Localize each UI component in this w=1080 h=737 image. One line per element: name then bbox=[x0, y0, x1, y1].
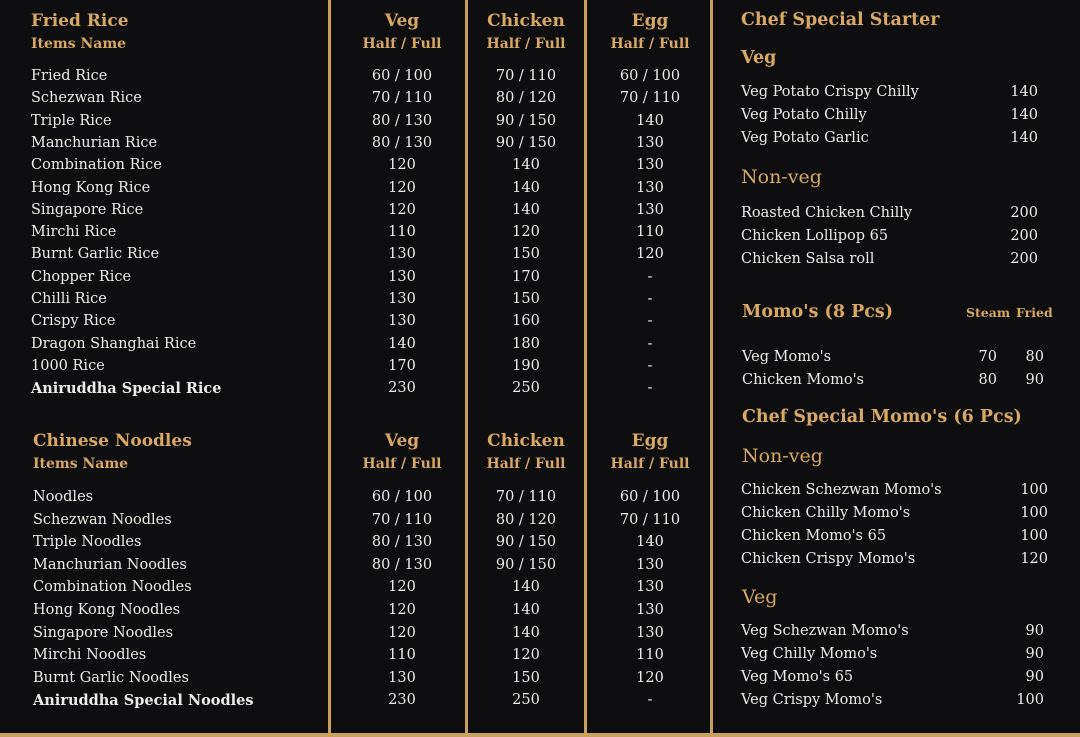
momos-col-steam: Steam bbox=[966, 305, 1011, 320]
menu-item-name: Triple Rice bbox=[31, 112, 112, 129]
price-chicken: 70 / 110 bbox=[495, 489, 557, 505]
price-chicken: 160 bbox=[512, 313, 540, 330]
price-veg: 230 bbox=[388, 692, 416, 709]
starter-nonveg-label: Non-veg bbox=[741, 166, 822, 188]
divider-center bbox=[710, 0, 713, 737]
menu-item-name: Veg Potato Crispy Chilly bbox=[741, 84, 919, 100]
divider-left-1 bbox=[328, 0, 331, 737]
price-egg: 140 bbox=[636, 112, 664, 129]
starter-veg-label: Veg bbox=[741, 48, 777, 68]
price-chicken: 90 / 150 bbox=[495, 534, 557, 551]
price-veg: 60 / 100 bbox=[371, 68, 433, 84]
menu-item-name: 1000 Rice bbox=[31, 357, 105, 374]
price-egg: - bbox=[647, 313, 653, 330]
price-fried: 80 bbox=[1025, 349, 1044, 365]
menu-item-price: 200 bbox=[1010, 251, 1038, 267]
price-chicken: 80 / 120 bbox=[495, 511, 557, 528]
menu-item-name: Schezwan Rice bbox=[31, 90, 142, 107]
price-chicken: 250 bbox=[512, 692, 540, 709]
price-veg: 110 bbox=[388, 224, 416, 241]
price-veg: 80 / 130 bbox=[371, 534, 433, 551]
price-egg: 120 bbox=[636, 246, 664, 263]
price-chicken: 250 bbox=[512, 380, 540, 397]
price-egg: 130 bbox=[636, 201, 664, 218]
price-chicken: 90 / 150 bbox=[495, 112, 557, 129]
price-veg: 230 bbox=[388, 380, 416, 397]
special-momos-nonveg-label: Non-veg bbox=[742, 445, 823, 467]
price-chicken: 140 bbox=[512, 602, 540, 618]
price-veg: 80 / 130 bbox=[371, 556, 433, 573]
price-chicken: 170 bbox=[512, 268, 540, 285]
fried-rice-title: Fried Rice bbox=[31, 11, 129, 31]
price-veg: 120 bbox=[388, 201, 416, 218]
price-egg: - bbox=[647, 380, 653, 397]
price-egg: 130 bbox=[636, 179, 664, 196]
menu-item-name: Combination Rice bbox=[31, 157, 162, 174]
price-veg: 120 bbox=[388, 602, 416, 618]
menu-item-name: Dragon Shanghai Rice bbox=[31, 335, 197, 352]
price-chicken: 70 / 110 bbox=[495, 68, 557, 84]
menu-item-name: Chicken Schezwan Momo's bbox=[741, 482, 942, 498]
menu-item-name: Chopper Rice bbox=[31, 268, 132, 285]
price-egg: 130 bbox=[636, 579, 664, 596]
bottom-border bbox=[0, 733, 1080, 737]
menu-item-name: Mirchi Noodles bbox=[33, 647, 147, 664]
price-egg: 130 bbox=[636, 624, 664, 641]
price-steam: 80 bbox=[978, 372, 997, 388]
price-veg: 130 bbox=[388, 669, 416, 686]
price-fried: 90 bbox=[1025, 372, 1044, 388]
price-chicken: 140 bbox=[512, 579, 540, 596]
price-veg: 170 bbox=[388, 357, 416, 374]
menu-item-name: Fried Rice bbox=[31, 68, 108, 84]
menu-item-name: Chicken Momo's 65 bbox=[741, 528, 887, 544]
fried-rice-veg-half-full: Half / Full bbox=[362, 36, 442, 52]
menu-item-name: Veg Potato Garlic bbox=[741, 130, 869, 146]
price-chicken: 150 bbox=[512, 669, 540, 686]
price-veg: 80 / 130 bbox=[371, 112, 433, 129]
menu-item-price: 90 bbox=[1025, 646, 1044, 662]
menu-item-name: Chilli Rice bbox=[31, 291, 107, 307]
price-egg: 60 / 100 bbox=[619, 489, 681, 505]
menu-item-name: Crispy Rice bbox=[31, 313, 116, 330]
special-momos-veg-label: Veg bbox=[742, 586, 778, 608]
price-veg: 120 bbox=[388, 157, 416, 174]
menu-item-name: Veg Momo's 65 bbox=[741, 669, 854, 685]
noodles-egg-half-full: Half / Full bbox=[610, 456, 690, 472]
menu-item-name: Veg Chilly Momo's bbox=[741, 646, 878, 662]
menu-item-price: 120 bbox=[1020, 551, 1048, 567]
menu-item-name: Aniruddha Special Noodles bbox=[33, 692, 254, 710]
fried-rice-egg-half-full: Half / Full bbox=[610, 36, 690, 52]
price-veg: 130 bbox=[388, 313, 416, 330]
menu-item-name: Veg Potato Chilly bbox=[741, 107, 867, 123]
price-chicken: 150 bbox=[512, 291, 540, 307]
price-egg: - bbox=[647, 335, 653, 352]
menu-item-price: 200 bbox=[1010, 205, 1038, 221]
menu-item-name: Manchurian Rice bbox=[31, 134, 158, 151]
menu-item-name: Noodles bbox=[33, 489, 94, 505]
divider-left-2 bbox=[465, 0, 468, 737]
menu-item-name: Burnt Garlic Rice bbox=[31, 246, 160, 263]
price-chicken: 80 / 120 bbox=[495, 90, 557, 107]
menu-item-name: Aniruddha Special Rice bbox=[31, 380, 222, 398]
price-steam: 70 bbox=[978, 349, 997, 365]
menu-item-name: Singapore Rice bbox=[31, 201, 144, 218]
price-egg: 130 bbox=[636, 556, 664, 573]
price-egg: 130 bbox=[636, 157, 664, 174]
menu-item-name: Chicken Lollipop 65 bbox=[741, 228, 889, 244]
price-veg: 60 / 100 bbox=[371, 489, 433, 505]
special-momos-title: Chef Special Momo's (6 Pcs) bbox=[742, 407, 1022, 427]
momos-title: Momo's (8 Pcs) bbox=[742, 302, 894, 322]
fried-rice-items-name: Items Name bbox=[31, 36, 127, 52]
noodles-col-chicken: Chicken bbox=[487, 431, 565, 451]
menu-item-price: 100 bbox=[1020, 528, 1048, 544]
price-veg: 130 bbox=[388, 246, 416, 263]
price-egg: - bbox=[647, 357, 653, 374]
price-chicken: 150 bbox=[512, 246, 540, 263]
menu-item-price: 140 bbox=[1010, 84, 1038, 100]
noodles-title: Chinese Noodles bbox=[33, 431, 192, 451]
price-veg: 120 bbox=[388, 624, 416, 641]
noodles-col-egg: Egg bbox=[631, 431, 669, 451]
fried-rice-col-veg: Veg bbox=[384, 11, 420, 31]
price-egg: 140 bbox=[636, 534, 664, 551]
menu-item-price: 90 bbox=[1025, 623, 1044, 639]
price-veg: 80 / 130 bbox=[371, 134, 433, 151]
menu-item-name: Roasted Chicken Chilly bbox=[741, 205, 913, 221]
menu-item-price: 200 bbox=[1010, 228, 1038, 244]
menu-item-name: Chicken Salsa roll bbox=[741, 251, 875, 267]
menu-item-price: 100 bbox=[1020, 482, 1048, 498]
price-egg: 70 / 110 bbox=[619, 511, 681, 528]
menu-item-price: 140 bbox=[1010, 130, 1038, 146]
menu-item-name: Triple Noodles bbox=[33, 534, 142, 551]
price-egg: - bbox=[647, 268, 653, 285]
noodles-veg-half-full: Half / Full bbox=[362, 456, 442, 472]
price-chicken: 140 bbox=[512, 624, 540, 641]
price-chicken: 140 bbox=[512, 179, 540, 196]
momos-col-fried: Fried bbox=[1016, 305, 1053, 320]
price-chicken: 120 bbox=[512, 224, 540, 241]
noodles-chicken-half-full: Half / Full bbox=[486, 456, 566, 472]
price-chicken: 140 bbox=[512, 157, 540, 174]
menu-item-name: Veg Momo's bbox=[742, 349, 832, 365]
price-egg: 60 / 100 bbox=[619, 68, 681, 84]
menu-item-name: Combination Noodles bbox=[33, 579, 192, 596]
price-egg: 130 bbox=[636, 134, 664, 151]
price-chicken: 190 bbox=[512, 357, 540, 374]
price-chicken: 140 bbox=[512, 201, 540, 218]
menu-item-name: Hong Kong Rice bbox=[31, 179, 151, 196]
noodles-col-veg: Veg bbox=[384, 431, 420, 451]
price-chicken: 120 bbox=[512, 647, 540, 664]
price-egg: 130 bbox=[636, 602, 664, 618]
price-veg: 110 bbox=[388, 647, 416, 664]
menu-item-name: Chicken Chilly Momo's bbox=[741, 505, 911, 521]
price-chicken: 90 / 150 bbox=[495, 556, 557, 573]
fried-rice-chicken-half-full: Half / Full bbox=[486, 36, 566, 52]
price-egg: 70 / 110 bbox=[619, 90, 681, 107]
menu-item-price: 100 bbox=[1016, 692, 1044, 708]
menu-item-name: Chicken Momo's bbox=[742, 372, 864, 388]
menu-item-name: Burnt Garlic Noodles bbox=[33, 669, 189, 686]
price-egg: 120 bbox=[636, 669, 664, 686]
price-egg: 110 bbox=[636, 647, 664, 664]
price-veg: 130 bbox=[388, 268, 416, 285]
menu-item-name: Singapore Noodles bbox=[33, 624, 174, 641]
menu-item-price: 140 bbox=[1010, 107, 1038, 123]
fried-rice-col-chicken: Chicken bbox=[487, 11, 565, 31]
fried-rice-col-egg: Egg bbox=[631, 11, 669, 31]
price-veg: 120 bbox=[388, 579, 416, 596]
price-egg: 110 bbox=[636, 224, 664, 241]
menu-item-name: Mirchi Rice bbox=[31, 224, 117, 241]
divider-left-3 bbox=[584, 0, 587, 737]
price-veg: 70 / 110 bbox=[371, 90, 433, 107]
starter-title: Chef Special Starter bbox=[741, 10, 940, 30]
menu-item-name: Schezwan Noodles bbox=[33, 511, 172, 528]
menu-item-price: 90 bbox=[1025, 669, 1044, 685]
menu-item-name: Veg Crispy Momo's bbox=[741, 692, 883, 708]
price-veg: 130 bbox=[388, 291, 416, 307]
menu-item-price: 100 bbox=[1020, 505, 1048, 521]
price-egg: - bbox=[647, 291, 653, 307]
menu-item-name: Hong Kong Noodles bbox=[33, 602, 181, 618]
price-chicken: 180 bbox=[512, 335, 540, 352]
price-veg: 120 bbox=[388, 179, 416, 196]
price-veg: 140 bbox=[388, 335, 416, 352]
price-egg: - bbox=[647, 692, 653, 709]
price-veg: 70 / 110 bbox=[371, 511, 433, 528]
menu-item-name: Manchurian Noodles bbox=[33, 556, 187, 573]
price-chicken: 90 / 150 bbox=[495, 134, 557, 151]
noodles-items-name: Items Name bbox=[33, 456, 129, 472]
menu-item-name: Veg Schezwan Momo's bbox=[741, 623, 909, 639]
menu-item-name: Chicken Crispy Momo's bbox=[741, 551, 916, 567]
